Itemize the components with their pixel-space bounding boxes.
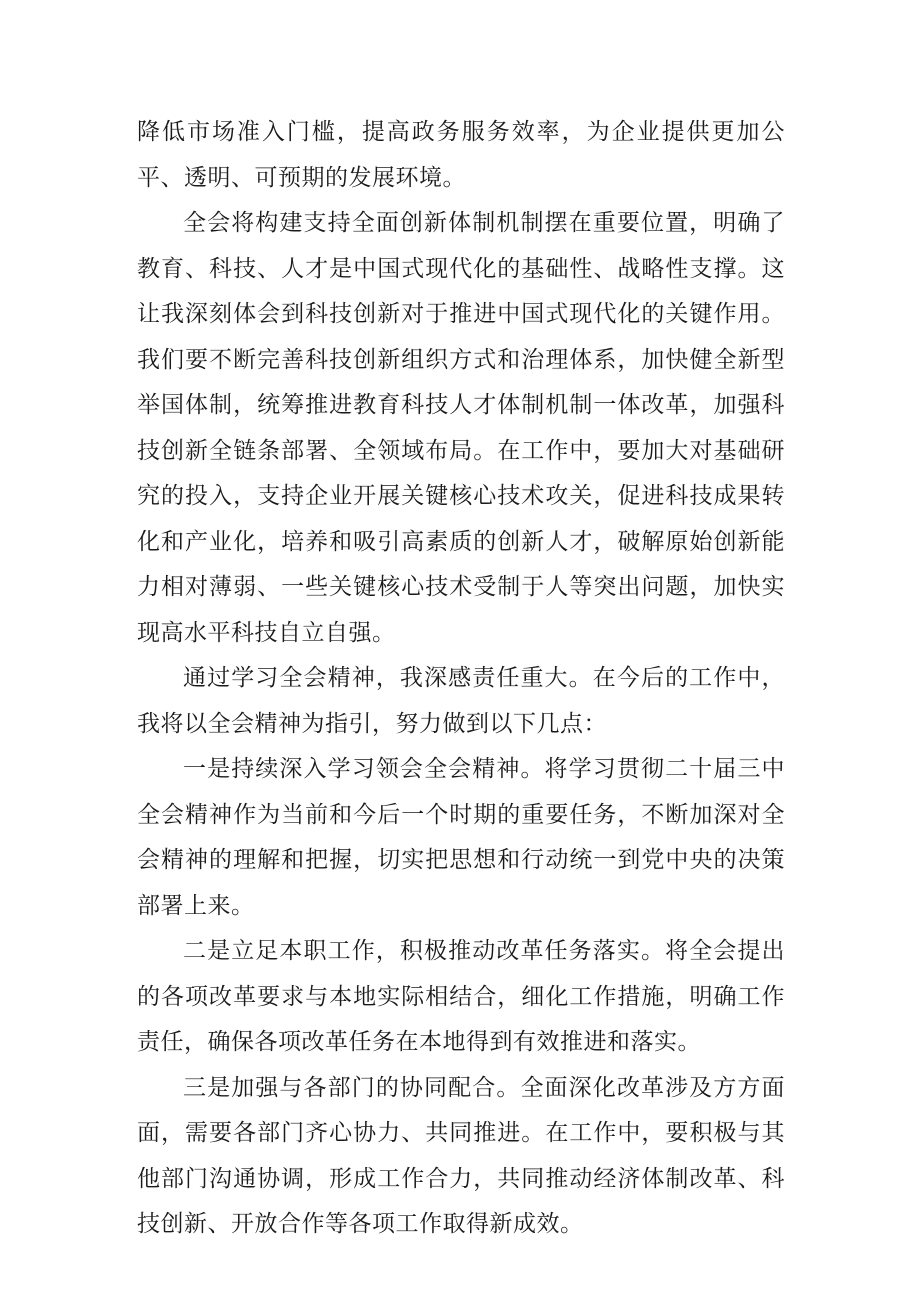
paragraph-4: 一是持续深入学习领会全会精神。将学习贯彻二十届三中全会精神作为当前和今后一个时期的重要任务，不断加深对全会精神的理解和把握，切实把思想和行动统一到党中央的决策部署上来。: [137, 756, 785, 919]
document-body: [137, 110, 785, 1248]
paragraph-1: 降低市场准入门槛，提高政务服务效率，为企业提供更加公平、透明、可预期的发展环境。: [137, 119, 785, 191]
paragraph-6: 三是加强与各部门的协同配合。全面深化改革涉及方方面面，需要各部门齐心协力、共同推进。在工作中，要积极与其他部门沟通协调，形成工作合力，共同推动经济体制改革、科技创新、开放合作等各项工作取得新成效。: [137, 1074, 785, 1237]
paragraph-3: 通过学习全会精神，我深感责任重大。在今后的工作中，我将以全会精神为指引，努力做到以下几点：: [137, 665, 785, 737]
paragraph-5: 二是立足本职工作，积极推动改革任务落实。将全会提出的各项改革要求与本地实际相结合，细化工作措施，明确工作责任，确保各项改革任务在本地得到有效推进和落实。: [137, 938, 785, 1055]
paragraph-2: 全会将构建支持全面创新体制机制摆在重要位置，明确了教育、科技、人才是中国式现代化的基础性、战略性支撑。这让我深刻体会到科技创新对于推进中国式现代化的关键作用。我们要不断完善科技创新组织方式和治理体系，加快健全新型举国体制，统筹推进教育科技人才体制机制一体改革，加强科技创新全链条部署、全领域布局。在工作中，要加大对基础研究的投入，支持企业开展关键核心技术攻关，促进科技成果转化和产业化，培养和吸引高素质的创新人才，破解原始创新能力相对薄弱、一些关键核心技术受制于人等突出问题，加快实现高水平科技自立自强。: [137, 210, 785, 646]
